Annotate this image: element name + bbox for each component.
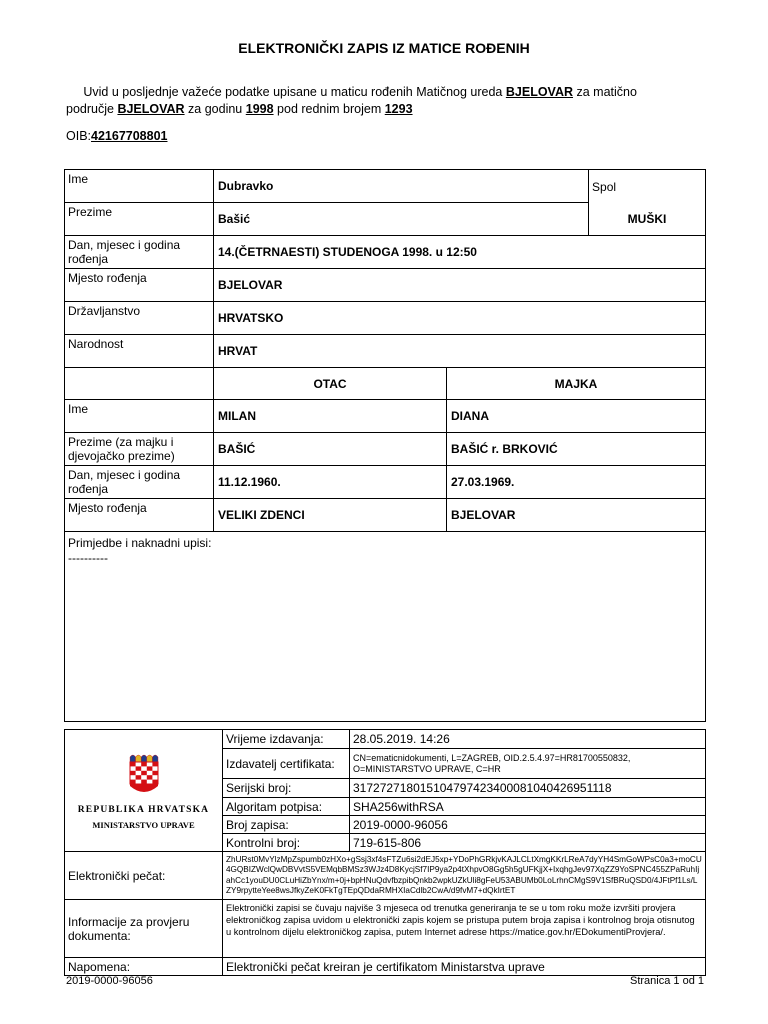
mother-prezime: BAŠIĆ r. BRKOVIĆ: [447, 433, 706, 466]
citizenship-value: HRVATSKO: [214, 302, 706, 335]
prezime-value: Bašić: [214, 203, 589, 236]
father-dob: 11.12.1960.: [214, 466, 447, 499]
issuer-value: CN=ematicnidokumenti, L=ZAGREB, OID.2.5.4.97=HR81700550832, O=MINISTARSTVO UPRAVE, C=HR: [350, 749, 706, 779]
spol-label: Spol: [589, 170, 706, 203]
serial-value: 317272718015104797423400081040426951118: [350, 779, 706, 798]
serial-label: Serijski broj:: [223, 779, 350, 798]
control-label: Kontrolni broj:: [223, 834, 350, 852]
mother-ime: DIANA: [447, 400, 706, 433]
footer-record-number: 2019-0000-96056: [66, 975, 153, 987]
coat-of-arms-cell: [65, 730, 223, 852]
note-value: Elektronički pečat kreiran je certifikatom Ministarstva uprave: [223, 958, 706, 976]
republic-name: REPUBLIKA HRVATSKA: [77, 805, 210, 815]
spol-value: MUŠKI: [589, 203, 706, 236]
father-prezime: BAŠIĆ: [214, 433, 447, 466]
dob-label: Dan, mjesec i godina rođenja: [65, 236, 214, 269]
footer-page-number: Stranica 1 od 1: [630, 975, 704, 987]
dob-value: 14.(ČETRNAESTI) STUDENOGA 1998. u 12:50: [214, 236, 706, 269]
intro-area: BJELOVAR: [117, 102, 185, 116]
mother-header: MAJKA: [447, 368, 706, 400]
father-pob: VELIKI ZDENCI: [214, 499, 447, 532]
ministry-name: MINISTARSTVO UPRAVE: [92, 820, 195, 830]
parents-header-blank: [65, 368, 214, 400]
parent-pob-label: Mjesto rođenja: [65, 499, 214, 532]
algorithm-value: SHA256withRSA: [350, 798, 706, 816]
issue-time-value: 28.05.2019. 14:26: [350, 730, 706, 749]
remarks-cell: [65, 532, 706, 722]
parent-ime-label: Ime: [65, 400, 214, 433]
intro-text-3: za godinu: [184, 102, 246, 116]
intro-year: 1998: [245, 102, 274, 116]
parent-dob-label: Dan, mjesec i godina rođenja: [65, 466, 214, 499]
oib-label: OIB:: [66, 129, 92, 143]
algorithm-label: Algoritam potpisa:: [223, 798, 350, 816]
father-header: OTAC: [214, 368, 447, 400]
ime-label: Ime: [65, 170, 214, 203]
pob-label: Mjesto rođenja: [65, 269, 214, 302]
mother-dob: 27.03.1969.: [447, 466, 706, 499]
ime-value: Dubravko: [214, 170, 589, 203]
record-value: 2019-0000-96056: [350, 816, 706, 834]
intro-paragraph: [66, 84, 686, 118]
info-value: Elektronički zapisi se čuvaju najviše 3 mjeseca od trenutka generiranja te se u tom roku može izvršiti provjera elektroničkog zapisa uvidom u elektronički zapis kojem se pristupa putem broja zapisa i kontrolnog broja otisnutog u kontrolnom dijelu elektroničkog zapisa, putem Internet adrese https://matice.gov.hr/EDokumentiProvjera/.: [223, 900, 706, 958]
intro-office: BJELOVAR: [505, 85, 574, 99]
parent-prezime-label: Prezime (za majku i djevojačko prezime): [65, 433, 214, 466]
issue-time-label: Vrijeme izdavanja:: [223, 730, 350, 749]
issuer-label: Izdavatelj certifikata:: [223, 749, 350, 779]
pob-value: BJELOVAR: [214, 269, 706, 302]
document-title: ELEKTRONIČKI ZAPIS IZ MATICE ROĐENIH: [238, 40, 530, 56]
citizenship-label: Državljanstvo: [65, 302, 214, 335]
mother-pob: BJELOVAR: [447, 499, 706, 532]
nationality-value: HRVAT: [214, 335, 706, 368]
intro-number: 1293: [384, 102, 413, 116]
note-label: Napomena:: [65, 958, 223, 976]
record-label: Broj zapisa:: [223, 816, 350, 834]
father-ime: MILAN: [214, 400, 447, 433]
oib-line: [66, 129, 168, 143]
intro-text-2: za matično područje: [66, 85, 637, 116]
seal-value: ZhURst0MvYlzMpZspumb0zHXo+gSsj3xf4sFTZu6si2dEJ5xp+YDoPhGRkjvKAJLCLtXmgKKrLReA7dyYH4SmGoWPsC0a3+moCU4GQBIZWclQwDBVvtS5VEMqbBMSz3WJz4D8KycjSf7IP9ya2p4tXhpvO8Gg5h5gUFKjjX+IxqhgJev97XqZZ9YoSPNC455ZPaRuhIjahCc1youDU0CLuHiZbYnx/m+0j+bpHNuQdvfbzpibQnkb2wpkUZkUli8gFeU53ABUMb0LoLrhnCMgS9V1SfBRuQSD0/4JFtPf1Ls/LZY9rpytteYee8wsJfkyZeK0FkTgTEpQDdaRMHXIaCdlb2CwA/d9fvM7+dQkIrtET: [223, 852, 706, 900]
control-value: 719-615-806: [350, 834, 706, 852]
info-label: Informacije za provjeru dokumenta:: [65, 900, 223, 958]
certificate-table: [64, 729, 706, 976]
birth-record-table: [64, 169, 706, 722]
seal-label: Elektronički pečat:: [65, 852, 223, 900]
intro-text-1: Uvid u posljednje važeće podatke upisane u maticu rođenih Matičnog ureda: [83, 85, 506, 99]
intro-text-4: pod rednim brojem: [273, 102, 385, 116]
prezime-label: Prezime: [65, 203, 214, 236]
coat-of-arms-icon: [127, 752, 161, 798]
remarks-label: Primjedbe i naknadni upisi:: [68, 536, 212, 550]
remarks-value: ----------: [68, 551, 108, 565]
nationality-label: Narodnost: [65, 335, 214, 368]
oib-value: 42167708801: [91, 129, 168, 143]
